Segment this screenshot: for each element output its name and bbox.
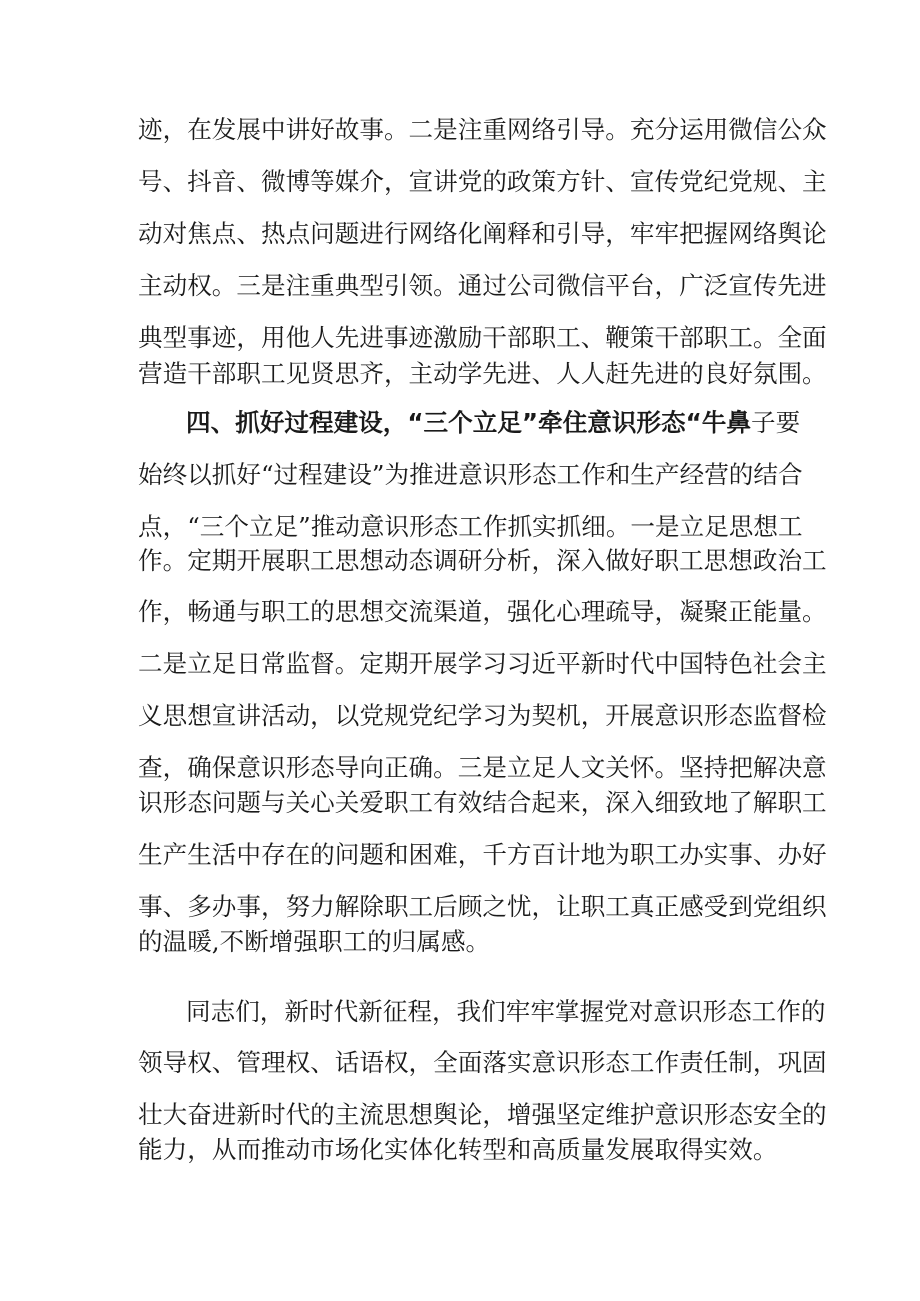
paragraph-line: 二是立足日常监督。定期开展学习习近平新时代中国特色社会主 bbox=[138, 649, 827, 678]
paragraph-line: 作，畅通与职工的思想交流渠道，强化心理疏导，凝聚正能量。 bbox=[138, 597, 827, 626]
paragraph-line: 号、抖音、微博等媒介，宣讲党的政策方针、宣传党纪党规、主 bbox=[138, 167, 827, 196]
paragraph-line: 始终以抓好“过程建设”为推进意识形态工作和生产经营的结合 bbox=[138, 460, 803, 489]
paragraph-line: 作。定期开展职工思想动态调研分析，深入做好职工思想政治工 bbox=[138, 546, 827, 575]
paragraph-line: 动对焦点、热点问题进行网络化阐释和引导，牢牢把握网络舆论 bbox=[138, 219, 827, 248]
paragraph-line: 生产生活中存在的问题和困难，千方百计地为职工办实事、办好 bbox=[138, 840, 827, 869]
paragraph-line: 事、多办事，努力解除职工后顾之忧，让职工真正感受到党组织 bbox=[138, 892, 827, 921]
paragraph-line: 营造干部职工见贤思齐，主动学先进、人人赶先进的良好氛围。 bbox=[138, 359, 827, 388]
paragraph-line: 领导权、管理权、话语权，全面落实意识形态工作责任制，巩固 bbox=[138, 1048, 827, 1077]
section-heading bbox=[186, 405, 801, 441]
paragraph-line: 识形态问题与关心关爱职工有效结合起来，深入细致地了解职工 bbox=[138, 788, 827, 817]
paragraph-line: 同志们，新时代新征程，我们牢牢掌握党对意识形态工作的 bbox=[186, 997, 826, 1026]
paragraph-line: 主动权。三是注重典型引领。通过公司微信平台，广泛宣传先进 bbox=[138, 271, 827, 300]
paragraph-line: 的温暖,不断增强职工的归属感。 bbox=[138, 927, 491, 956]
paragraph-line: 典型事迹，用他人先进事迹激励干部职工、鞭策干部职工。全面 bbox=[138, 323, 827, 352]
paragraph-line: 迹，在发展中讲好故事。二是注重网络引导。充分运用微信公众 bbox=[138, 115, 827, 144]
paragraph-line: 点，“三个立足”推动意识形态工作抓实抓细。一是立足思想工 bbox=[138, 512, 803, 541]
paragraph-line: 壮大奋进新时代的主流思想舆论，增强坚定维护意识形态安全的 bbox=[138, 1100, 827, 1129]
paragraph-line: 义思想宣讲活动，以党规党纪学习为契机，开展意识形态监督检 bbox=[138, 701, 827, 730]
section-heading-tail: 子要 bbox=[750, 408, 801, 437]
paragraph-line: 能力，从而推动市场化实体化转型和高质量发展取得实效。 bbox=[138, 1135, 778, 1164]
paragraph-line: 查，确保意识形态导向正确。三是立足人文关怀。坚持把解决意 bbox=[138, 753, 827, 782]
section-heading-text: 四、抓好过程建设，“三个立足”牵住意识形态“牛鼻 bbox=[186, 408, 751, 437]
